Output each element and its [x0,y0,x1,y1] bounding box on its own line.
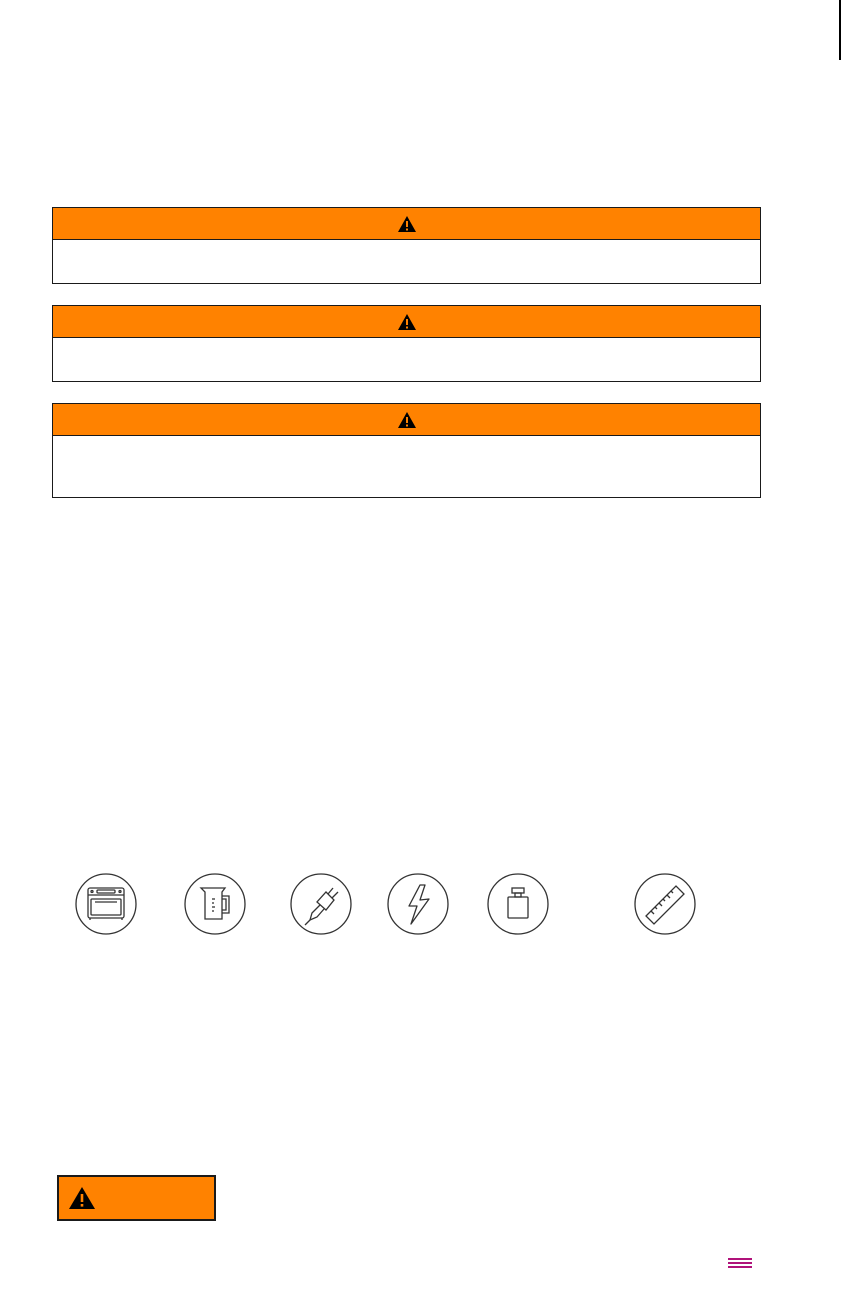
warning-triangle-icon [68,1186,96,1210]
warning-header [53,404,760,436]
warning-box-1 [52,207,761,284]
warning-triangle-icon [397,313,417,331]
warning-triangle-icon [397,411,417,429]
caution-label [57,1175,216,1221]
lightning-bolt-icon [387,873,449,935]
menu-icon[interactable] [728,1258,752,1270]
oven-icon [75,873,137,935]
warning-triangle-icon [397,215,417,233]
page-edge-rule [839,0,841,60]
measuring-jug-icon [184,873,246,935]
weight-icon [487,873,549,935]
warning-box-2 [52,305,761,382]
warning-header [53,208,760,240]
ruler-icon [634,873,696,935]
warning-header [53,306,760,338]
warning-box-3 [52,403,761,498]
power-plug-icon [290,873,352,935]
icon-row [0,873,864,937]
